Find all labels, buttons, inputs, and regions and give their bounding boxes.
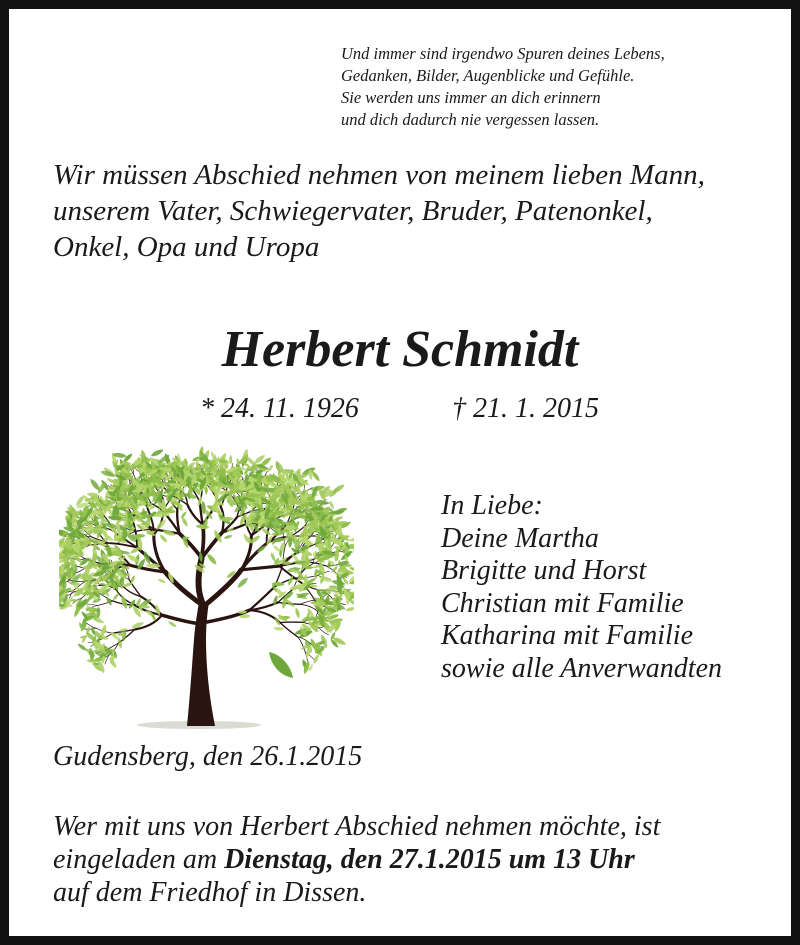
tree-branch — [204, 570, 241, 606]
birth-date: * 24. 11. 1926 — [200, 393, 359, 424]
tree-leaf — [157, 578, 166, 584]
poem-line: Sie werden uns immer an dich erinnern — [341, 88, 601, 107]
poem-line: und dich dadurch nie vergessen lassen. — [341, 110, 600, 129]
deceased-name: Herbert Schmidt — [221, 321, 579, 378]
mourner-line: Katharina mit Familie — [441, 620, 693, 652]
tree-leaf — [206, 552, 218, 566]
tree-branch — [180, 534, 202, 559]
tree-leaf — [159, 533, 169, 543]
invitation-line — [53, 843, 793, 876]
tree-leaf — [236, 576, 249, 589]
tree-leaf — [348, 537, 354, 542]
invitation-line: auf dem Friedhof in Dissen. — [53, 877, 367, 908]
tree-leaf — [77, 642, 88, 652]
tree-leaf — [273, 626, 285, 631]
tree-icon — [59, 434, 354, 734]
tree-leaf — [272, 544, 281, 552]
place-and-date: Gudensberg, den 26.1.2015 — [53, 741, 363, 772]
service-datetime: Dienstag, den 27.1.2015 um 13 Uhr — [224, 844, 635, 875]
intro-line: unserem Vater, Schwiegervater, Bruder, Patenonkel, — [53, 195, 653, 227]
memorial-poem — [341, 43, 781, 131]
tree-leaf — [195, 524, 209, 530]
tree-leaves — [59, 446, 354, 675]
poem-line: Und immer sind irgendwo Spuren deines Lebens, — [341, 44, 665, 63]
tree-leaf — [294, 607, 301, 619]
poem-line: Gedanken, Bilder, Augenblicke und Gefühle. — [341, 66, 635, 85]
tree-branch — [241, 566, 279, 570]
tree-branch — [86, 604, 98, 606]
mourner-line: In Liebe: — [441, 490, 543, 521]
mourner-line: Christian mit Familie — [441, 587, 684, 619]
tree-branch — [86, 622, 97, 628]
tree-branch — [162, 615, 201, 624]
mourner-line: Deine Martha — [441, 522, 599, 554]
falling-leaf — [269, 652, 293, 678]
tree-leaf — [112, 592, 120, 601]
mourner-line: Brigitte und Horst — [441, 555, 647, 587]
intro-line: Onkel, Opa und Uropa — [53, 231, 320, 263]
tree-branch — [84, 628, 96, 629]
funeral-invitation — [53, 810, 793, 909]
intro-line: Wir müssen Abschied nehmen von meinem lieben Mann, — [53, 159, 705, 191]
intro-text — [53, 157, 793, 265]
tree-leaf — [223, 534, 233, 540]
tree-branch — [135, 615, 163, 629]
tree-branch — [124, 587, 141, 596]
mourner-line: sowie alle Anverwandten — [441, 652, 722, 684]
tree-leaf — [89, 477, 102, 492]
mourners-list — [441, 490, 781, 686]
invitation-line: Wer mit uns von Herbert Abschied nehmen möchte, ist — [53, 811, 661, 842]
tree-leaf — [345, 606, 354, 612]
tree-leaf — [278, 541, 287, 556]
invitation-prefix: eingeladen am — [53, 844, 225, 875]
tree-leaf — [150, 448, 164, 458]
tree-leaf — [256, 544, 267, 554]
tree-leaf — [167, 620, 177, 628]
death-date: † 21. 1. 2015 — [452, 393, 599, 424]
tree-branch — [280, 622, 303, 623]
tree-branch — [249, 587, 274, 610]
tree-leaf — [81, 634, 88, 644]
tree-branch — [133, 521, 137, 548]
